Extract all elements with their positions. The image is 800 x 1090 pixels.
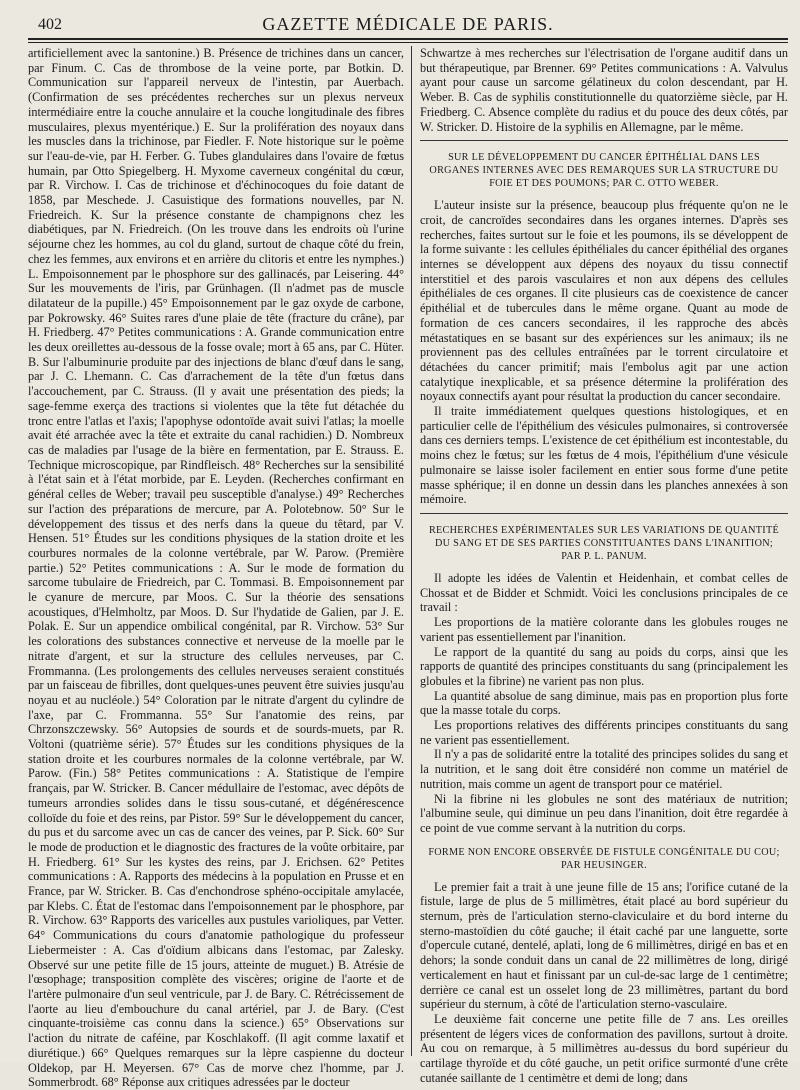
paragraph: L'auteur insiste sur la présence, beaucoup plus fréquente qu'on ne le croit, de cancroïdes secondaires dans les organes internes. D'après ses recherches, faites surtout sur le foie et les poumons, ils se développent de la forme suivante : les cellules épithéliales du cancer épithélial des organes internes se développent aux dépens des noyaux du tissu connectif interstitiel et des parois vasculaires et non aux dépens des cellules épithéliales de ces organes. Il cite plusieurs cas de coexistence de cancer épithélial et de tubercules dans le même organe. Quant au mode de formation de ces cancers secondaires, il les rapproche des abcès métastatiques en se basant sur des expériences sur les animaux; ils ne proviennent pas des cellules entraînées par le torrent circulatoire et détachées du cancer primitif; mais l'embolus agit par une action catalytique inexplicable, et sa présence détermine la prolifération des noyaux connectifs ayant pour résultat la production du cancer secondaire. — [420, 198, 788, 404]
section-heading-cancer: SUR LE DÉVELOPPEMENT DU CANCER ÉPITHÉLIAL DANS LES ORGANES INTERNES AVEC DES REMARQUES SUR LA STRUCTURE DU FOIE ET DES POUMONS; PAR C. OTTO WEBER. — [429, 152, 779, 190]
section-heading-fistule: FORME NON ENCORE OBSERVÉE DE FISTULE CONGÉNITALE DU COU; PAR HEUSINGER. — [428, 846, 780, 871]
header-rule-thin — [28, 42, 788, 43]
paragraph: Le deuxième fait concerne une petite fille de 7 ans. Les oreilles présentent de légers vices de conformation des pavillons, surtout à droite. Au cou on remarque, à 5 millimètres au-dessus du bord supérieur du cartilage thyroïde et du côté gauche, un petit orifice surmonté d'une crête cutanée saillante de 1 centimètre et demi de long; dans — [420, 1011, 788, 1085]
left-column-text: artificiellement avec la santonine.) B. Présence de trichines dans un cancer, par Finum. C. Cas de thrombose de la veine porte, par Botkin. D. Communication sur l'appareil nerveux de l'intestin, par Auerbach. (Confirmation de ses précédentes recherches sur un plexus nerveux intermédiaire entre la couche annulaire et la couche longitudinale des fibres musculaires, plexus myentérique.) E. Sur la prolifération des noyaux dans les muscles dans la trichinose, par Fiedler. F. Note historique sur le poème sur l'eau-de-vie, par H. Ferber. G. Tubes glandulaires dans l'ovaire de fœtus humain, par Otto Spiegelberg. H. Myxome caverneux congénital du cœur, par R. Virchow. I. Cas de trichinose et d'échinocoques du foie datant de 1858, par Meschede. J. Casuistique des formations nouvelles, par N. Friedreich. K. Sur la présence constante de champignons chez les diabétiques, par N. Friedreich. (On les trouve dans les endroits où l'urine séjourne chez les hommes, au col du gland, surtout de chaque côté du frein, chez les femmes, aux environs et en arrière du clitoris et entre les nymphes.) L. Empoisonnement par le phosphore sur des gallinacés, par Leisering. 44° Sur les mouvements de l'iris, par Grünhagen. (Il n'admet pas de muscle dilatateur de la pupille.) 45° Empoisonnement par le gaz oxyde de carbone, par Pokrowsky. 46° Suites rares d'une plaie de tête (fracture du crâne), par H. Friedberg. 47° Petites communications : A. Grande communication entre les deux oreillettes au-dessous de la fosse ovale; mort à 65 ans, par C. Hüter. B. Sur l'albuminurie produite par des injections de blanc d'œuf dans le sang, par J. C. Lhemann. C. Cas d'arrachement de la tête d'un fœtus dans l'accouchement, par C. Strauss. (Il y avait une présentation des pieds; la sage-femme exerça des tractions si violentes que la tête fut détachée du tronc entre l'atlas et l'axis; l'apophyse odontoïde avait suivi l'atlas; la moelle avait été arrachée avec la tête et extraite du canal rachidien.) D. Nombreux cas de maladies par l'usage de la bière en fermentation, par E. Strauss. E. Technique microscopique, par Rindfleisch. 48° Recherches sur la sensibilité à l'état sain et à l'état morbide, par E. Leyden. (Recherches confirmant en général celles de Weber; travail peu susceptible d'analyse.) 49° Recherches sur l'action des préparations de mercure, par A. Polotebnow. 50° Sur le développement des tissus et des nerfs dans la queue du têtard, par V. Hensen. 51° Études sur les conditions physiques de la station droite et les courbures normales de la colonne vertébrale, par W. Parow. (Première partie.) 52° Petites communications : A. Sur le mode de formation du sarcome tubulaire de Friedreich, par C. Tommasi. B. Empoisonnement par le cyanure de mercure, par Moos. C. Sur la théorie des sensations acoustiques, d'Helmholtz, par Moos. D. Sur l'hydatide de Galien, par J. E. Polak. E. Sur un appendice ombilical congénital, par R. Virchow. 53° Sur les colorations des substances connective et nerveuse de la moelle par le nitrate d'argent, et sur la structure des cellules nerveuses, par C. Frommanna. (Les prolongements des cellules nerveuses seraient constitués par un faisceau de fibrilles, dont quelques-unes peuvent être suivies jusqu'au noyau et au nucléole.) 54° Coloration par le nitrate d'argent du cylindre de l'axe, par C. Frommanna. 55° Sur l'anatomie des reins, par Chrzonszczewsky. 56° Autopsies de sourds et de sourds-muets, par R. Voltoni (quatrième série). 57° Études sur les conditions physiques de la station droite et les courbures normales de la colonne vertébrale, par W. Parow. (Fin.) 58° Petites communications : A. Statistique de l'empire français, par W. Stricker. B. Cancer médullaire de l'estomac, avec dépôts de tumeurs arrondies solides dans le tissu sous-cutané, et dégénérescence colloïde du foie et des reins, par Pistor. 59° Sur le développement du cancer, du pus et du sarcome avec un cas de cancer des veines, par P. Sick. 60° Sur le mode de production et le diagnostic des fractures de la voûte orbitaire, par H. Friedberg. 61° Sur les kystes des reins, par J. Erichsen. 62° Petites communications : A. Rapports des médecins à la population en Prusse et en France, par W. Stricker. B. Cas d'enchondrose sphéno-occipitale amylacée, par Klebs. C. État de l'estomac dans l'empoisonnement par le phosphore, par R. Virchow. 63° Rapports des varicelles aux pustules varioliques, par Vetter. 64° Communications du cours d'anatomie pathologique du professeur Liebermeister : A. Cas d'oïdium albicans dans l'estomac, par Zalesky. Observé sur une petite fille de 15 jours, atteinte de muguet.) B. Atrésie de l'œsophage; transposition complète des viscères; origine de l'aorte et de l'artère pulmonaire d'un seul ventricule, par J. de Bary. C. Rétrécissement de l'aorte au lieu d'embouchure du canal artériel, par J. de Bary. (C'est cinquante-troisième cas connu dans la science.) 65° Observations sur l'action du nitrate de caféine, par Koschlakoff. (Il agit comme laxatif et diurétique.) 66° Quelques remarques sur la lèpre caspienne du docteur Oldekop, par H. Meyersen. 67° Cas de morve chez l'homme, par J. Sommerbrodt. 68° Réponse aux critiques adressées par le docteur — [28, 46, 404, 1090]
page-header — [28, 14, 788, 38]
section-rule — [420, 513, 788, 514]
paragraph: Le rapport de la quantité du sang au poids du corps, ainsi que les rapports de quantité des principes constituants du sang (principalement les globules et la fibrine) ne varient pas non plus. — [420, 644, 788, 688]
right-column-intro: Schwartze à mes recherches sur l'électrisation de l'organe auditif dans un but thérapeutique, par Brenner. 69° Petites communications : A. Valvulus ayant pour cause un sarcome gélatineux du colon descendant, par H. Weber. B. Cas de syphilis constitutionnelle du quatorzième siècle, par H. Friedberg. C. Absence complète du radius et du pouce des deux côtés, par W. Stricker. D. Histoire de la syphilis en Allemagne, par le même. — [420, 46, 788, 134]
column-divider — [411, 46, 412, 1056]
paragraph: Les proportions de la matière colorante dans les globules rouges ne varient pas essentiellement par l'inanition. — [420, 615, 788, 644]
paragraph: Il adopte les idées de Valentin et Heidenhain, et combat celles de Chossat et de Bidder et Schmidt. Voici les conclusions principales de ce travail : — [420, 570, 788, 615]
page-number: 402 — [38, 16, 62, 33]
left-column — [28, 46, 404, 1090]
paragraph: Il n'y a pas de solidarité entre la totalité des principes solides du sang et la nutrition, et le sang doit être considéré non comme un matériel de nutrition, mais comme un agent de transport pour ce matériel. — [420, 747, 788, 791]
paragraph: Ni la fibrine ni les globules ne sont des matériaux de nutrition; l'albumine seule, qui diminue un peu dans l'inanition, doit être regardée à ce point de vue comme servant à la nutrition du corps. — [420, 791, 788, 835]
paragraph: Il traite immédiatement quelques questions histologiques, et en particulier celle de l'épithélium des vésicules pulmonaires, si controversée dans ces derniers temps. L'existence de cet épithélium est incontestable, du moins chez le fœtus; sur les fœtus de 4 mois, l'épithélium d'une vésicule pulmonaire se laisse isoler facilement en entier sous forme d'une petite masse sphérique; il en donne un dessin dans les planches annexées à son mémoire. — [420, 404, 788, 507]
section-heading-sang: RECHERCHES EXPÉRIMENTALES SUR LES VARIATIONS DE QUANTITÉ DU SANG ET DE SES PARTIES CONSTITUANTES DANS L'INANITION; PAR P. L. PANUM. — [428, 524, 780, 562]
journal-title: GAZETTE MÉDICALE DE PARIS. — [262, 14, 554, 34]
section-rule — [420, 140, 788, 141]
paragraph: Le premier fait a trait à une jeune fille de 15 ans; l'orifice cutané de la fistule, large de plus de 5 millimètres, était placé au bord supérieur du sternum, près de l'articulation sterno-claviculaire et du bord interne du sterno-mastoïdien du côté gauche; il était caché par une languette, sorte d'opercule cutané, dentelé, aplati, long de 6 millimètres, dirigé en bas et en dehors; la sonde conduit dans un canal de 22 millimètres de long, dirigé verticalement en haut et finissant par un cul-de-sac large de 1 centimètre; derrière ce canal est un osselet long de 23 millimètres, partant du bord supérieur du sternum, à côté de l'articulation sterno-vasculaire. — [420, 879, 788, 1012]
right-column — [420, 46, 788, 1085]
paragraph: Les proportions relatives des différents principes constituants du sang ne varient pas essentiellement. — [420, 718, 788, 747]
paragraph: La quantité absolue de sang diminue, mais pas en proportion plus forte que la masse totale du corps. — [420, 688, 788, 718]
header-rule — [28, 38, 788, 40]
